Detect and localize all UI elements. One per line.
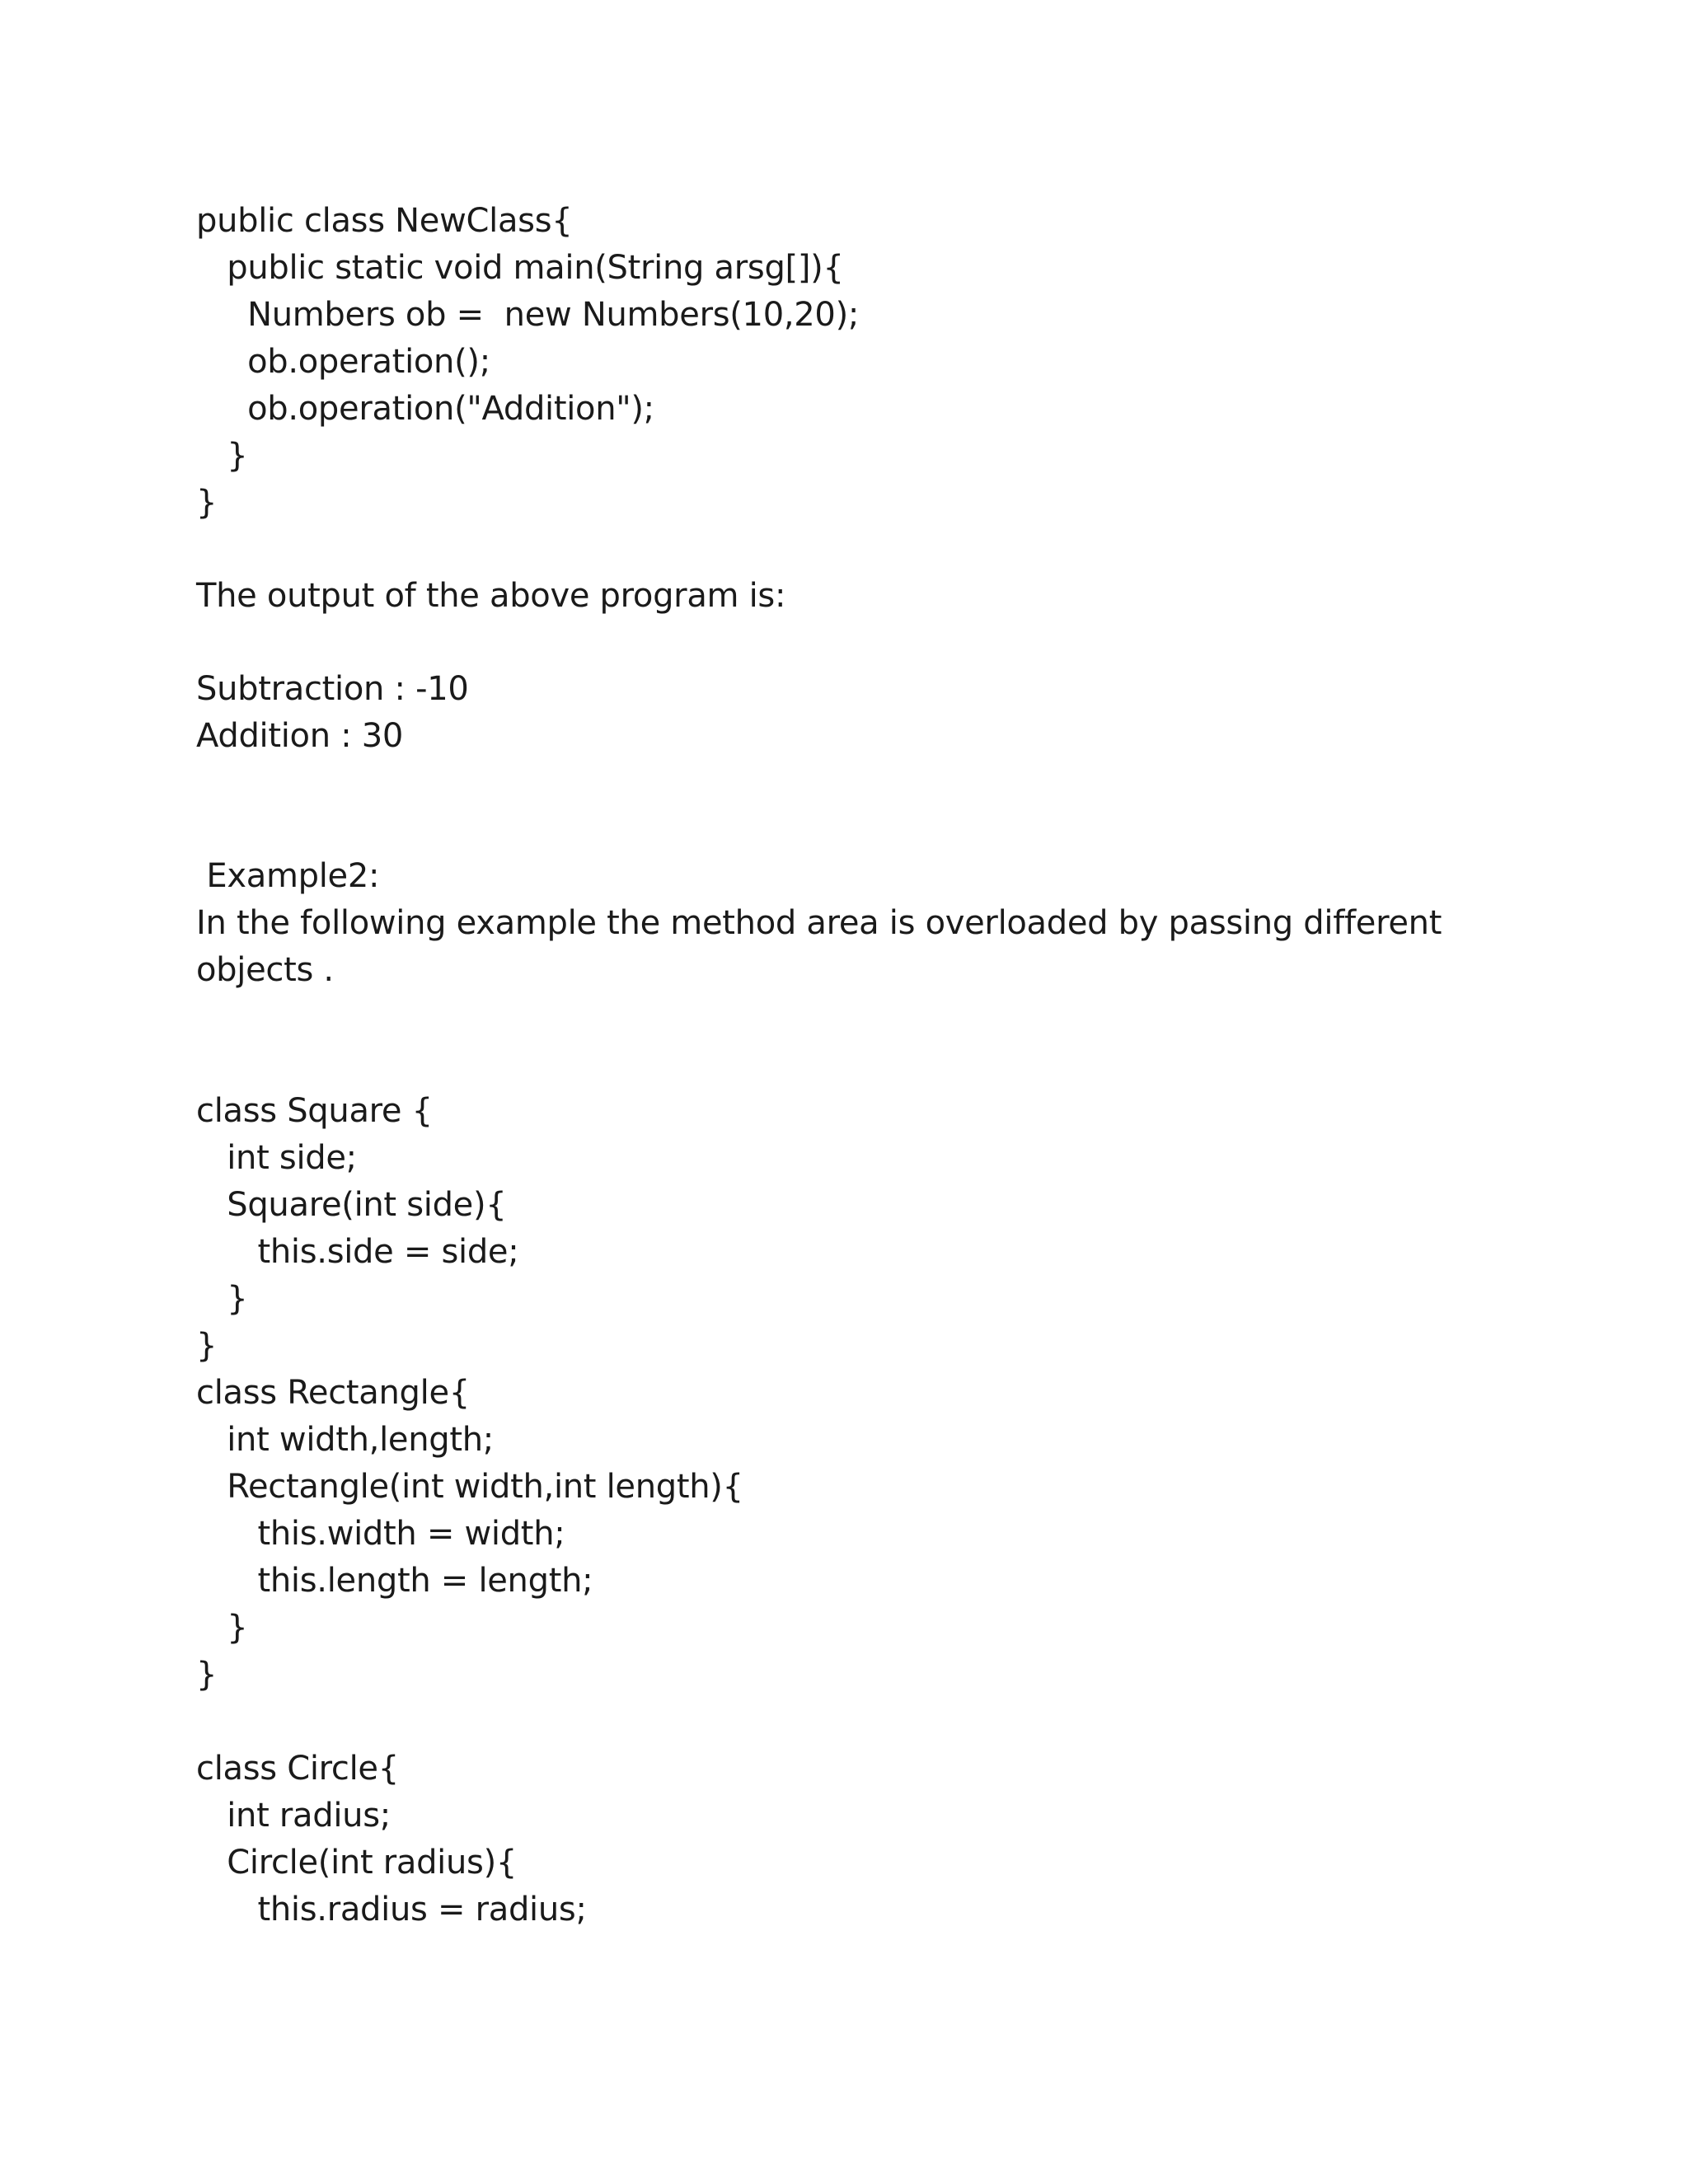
code-line: public static void main(String arsg[]){ — [196, 249, 844, 287]
output-line: Addition : 30 — [196, 717, 404, 755]
output-line: Subtraction : -10 — [196, 670, 469, 708]
code-line: class Rectangle{ — [196, 1374, 470, 1412]
code-line: ob.operation("Addition"); — [196, 390, 654, 428]
code-line: Rectangle(int width,int length){ — [196, 1468, 743, 1506]
code-line: int side; — [196, 1139, 357, 1177]
code-line: class Square { — [196, 1092, 433, 1130]
code-line: this.radius = radius; — [196, 1891, 587, 1929]
code-line: this.side = side; — [196, 1233, 519, 1271]
code-line: this.length = length; — [196, 1562, 593, 1600]
output-intro: The output of the above program is: — [196, 577, 786, 615]
code-line: this.width = width; — [196, 1515, 565, 1553]
code-line: } — [196, 1327, 218, 1365]
code-line: } — [196, 437, 248, 475]
code-line: int width,length; — [196, 1421, 494, 1459]
code-line: } — [196, 1280, 248, 1318]
code-line: Square(int side){ — [196, 1186, 507, 1224]
code-line: int radius; — [196, 1797, 391, 1835]
code-line: Numbers ob = new Numbers(10,20); — [196, 296, 860, 334]
code-line: Circle(int radius){ — [196, 1844, 518, 1882]
code-line: ob.operation(); — [196, 343, 490, 381]
example-description-line: objects . — [196, 951, 334, 989]
example-heading: Example2: — [196, 857, 380, 895]
code-line: } — [196, 484, 218, 522]
code-line: } — [196, 1609, 248, 1647]
example-description-line: In the following example the method area is overloaded by passing different — [196, 904, 1442, 942]
code-line: class Circle{ — [196, 1750, 399, 1788]
code-line: public class NewClass{ — [196, 202, 573, 240]
code-line: } — [196, 1656, 218, 1694]
